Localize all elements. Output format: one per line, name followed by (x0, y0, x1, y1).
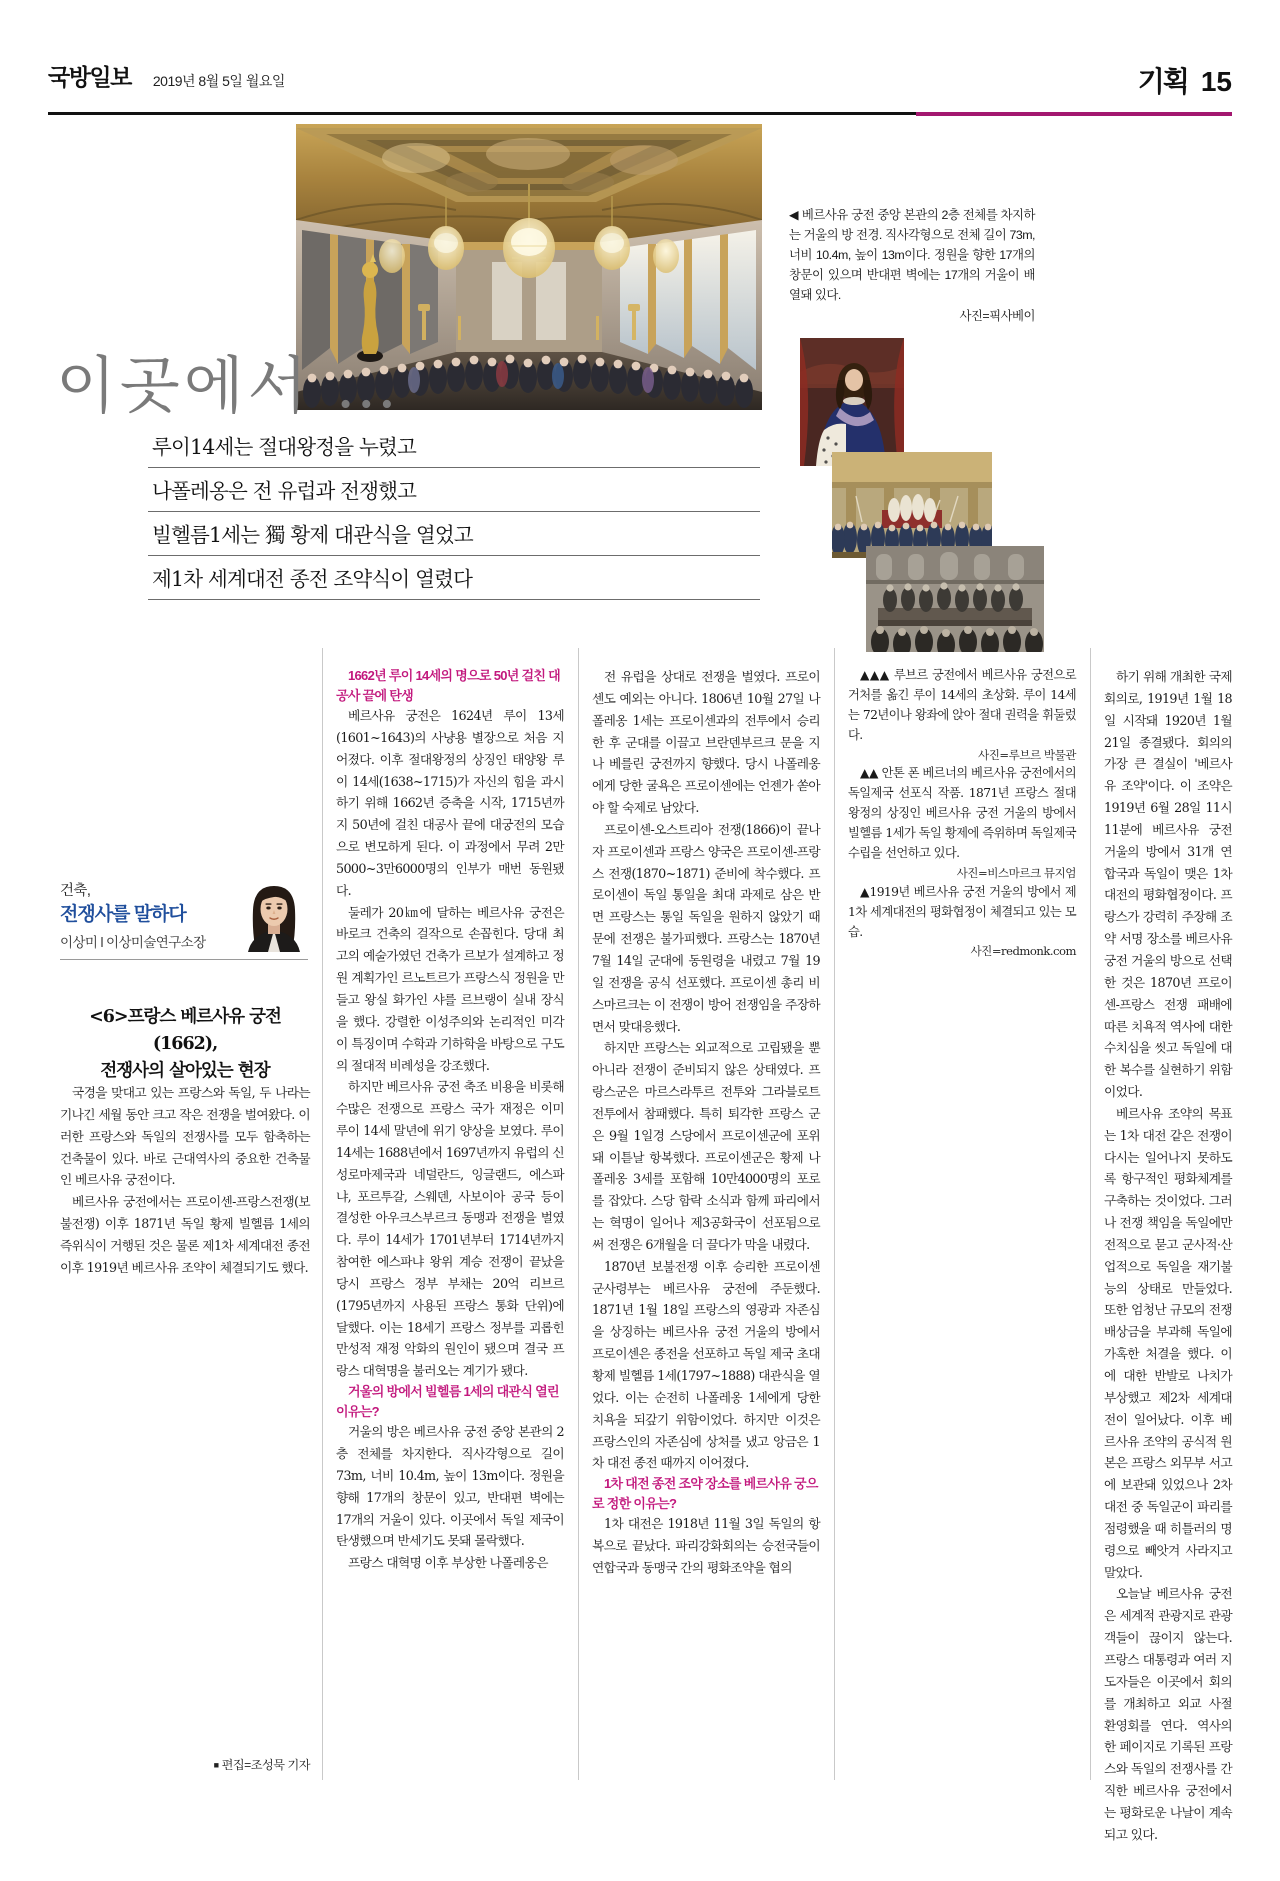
author-name-title: 이상미 l 이상미술연구소장 (60, 935, 206, 951)
header-rule (48, 112, 916, 115)
section-header (1138, 60, 1232, 100)
headline-line: 빌헬름1세는 獨 황제 대관식을 열었고 (148, 512, 760, 556)
paper-title: 국방일보 (48, 64, 131, 90)
photo-note (848, 764, 1076, 882)
masthead (48, 66, 285, 89)
author-box-rule (60, 959, 308, 960)
hero-caption-text: ◀ 베르사유 궁전 중앙 본관의 2층 전체를 차지하는 거울의 방 전경. 직사각형으로 전체 길이 73m, 너비 10.4m, 높이 13m이다. 정원을 향한 17개의 창문이 있으며 반대편 벽에는 17개의 거울이 배열돼 있다. (789, 208, 1035, 303)
hero-caption (789, 205, 1035, 327)
paragraph: 1870년 보불전쟁 이후 승리한 프로이센 군사령부는 베르사유 궁전에 주둔했다. 1871년 1월 18일 프랑스의 영광과 자존심을 상징하는 베르사유 궁전 거울의 방에서 프로이센은 종전을 선포하고 독일 제국 초대 황제 빌헬름 1세(1797~1888) 대관식을 열었다. 이는 순전히 나폴레옹 1세에게 당한 치욕을 되갚기 위함이었다. 하지만 이것은 프랑스인의 자존심에 상처를 냈고 앙금은 1차 대전 종전 때까지 이어졌다. (592, 1258, 820, 1471)
author-series-line2: 전쟁사를 말하다 (60, 903, 186, 925)
paragraph: 국경을 맞대고 있는 프랑스와 독일, 두 나라는 기나긴 세월 동안 크고 작은 전쟁을 벌여왔다. 이러한 프랑스와 독일의 전쟁사를 모두 함축하는 건축물이 있다. 바로 근대역사의 중요한 건축물인 베르사유 궁전이다. (60, 1085, 310, 1188)
author-portrait (240, 880, 308, 952)
headline-line: 제1차 세계대전 종전 조약식이 열렸다 (148, 556, 760, 600)
column-divider (834, 648, 835, 1780)
editor-credit-text: 편집=조성묵 기자 (221, 1758, 310, 1772)
photo-note-text: ▲1919년 베르사유 궁전 거울의 방에서 제1차 세계대전의 평화협정이 체결되고 있는 모습. (848, 884, 1076, 939)
text-column-1 (60, 1082, 310, 1279)
photo-note-text: ▲▲ 안톤 폰 베르너의 베르사유 궁전에서의 독일제국 선포식 작품. 1871년 프랑스 절대왕정의 상징인 베르사유 궁전 거울의 방에서 빌헬름 1세가 독일 황제에 즉위하며 독일제국 수립을 선언하고 있다. (848, 766, 1076, 861)
paragraph: 베르사유 조약의 목표는 1차 대전 같은 전쟁이 다시는 일어나지 못하도록 항구적인 평화체계를 구축하는 것이었다. 그러나 전쟁 책임을 독일에만 전적으로 묻고 군사적·산업적으로 독일을 재기불능의 상태로 만들었다. 또한 엄청난 규모의 전쟁배상금을 부과해 독일에 가혹한 처결을 했다. 이에 대한 반발로 나치가 부상했고 제2차 세계대전이 일어났다. 이후 베르사유 조약의 공식적 원본은 프랑스 외무부 서고에 보관돼 있었으나 2차 대전 중 독일군이 파리를 점령했을 때 히틀러의 명령으로 빼앗겨 사라지고 말았다. (1104, 1105, 1232, 1580)
article-series-title (60, 1004, 310, 1085)
column-divider (578, 648, 579, 1780)
photo-note-text: ▲▲▲ 루브르 궁전에서 베르사유 궁전으로 거처를 옮긴 루이 14세의 초상화. 루이 14세는 72년이나 왕좌에 앉아 절대 권력을 휘둘렀다. (848, 668, 1076, 742)
thumbnail-louis-xiv-portrait (800, 338, 904, 466)
square-bullet-icon: ■ (213, 1760, 219, 1770)
thumbnail-german-empire-proclamation (832, 452, 992, 558)
column-divider (322, 648, 323, 1780)
paragraph: 베르사유 궁전은 1624년 루이 13세(1601~1643)의 사냥용 별장으로 처음 지어졌다. 이후 절대왕정의 상징인 태양왕 루이 14세(1638~1715)가 자신의 힘을 과시하기 위해 1662년 증축을 시작, 1715년까지 50년에 걸친 대공사 끝에 대궁전의 모습으로 변모하게 된다. 이 과정에서 무려 2만5000~3만6000명의 인부가 매번 동원됐다. (336, 708, 564, 898)
paragraph: 거울의 방은 베르사유 궁전 중앙 본관의 2층 전체를 차지한다. 직사각형으로 길이 73m, 너비 10.4m, 높이 13m이다. 정원을 향해 17개의 창문이 있고, 반대편 벽에는 17개의 거울이 있다. 이곳에서 독일 제국이 탄생했으며 반세기도 못돼 몰락했다. (336, 1424, 564, 1549)
paragraph: 전 유럽을 상대로 전쟁을 벌였다. 프로이센도 예외는 아니다. 1806년 10월 27일 나폴레옹 1세는 프로이센과의 전투에서 승리한 후 군대를 이끌고 브란덴부르크 문을 지나 베를린 궁전까지 향했다. 당시 나폴레옹에게 당한 굴욕은 프로이센에는 언젠가 쏟아야 할 숙제로 남았다. (592, 669, 820, 816)
header-accent-rule (916, 112, 1232, 116)
photo-note (848, 666, 1076, 764)
text-column-2 (336, 666, 564, 1574)
paragraph: 둘레가 20㎞에 달하는 베르사유 궁전은 바로크 건축의 걸작으로 손꼽힌다. 당대 최고의 예술가였던 건축가 르보가 설계하고 정원 계획가인 르노트르가 프랑스식 정원을 만들고 왕실 화가인 샤를 르브랭이 실내 장식을 했다. 강렬한 이성주의와 논리적인 미각이 특징이며 수학과 기하학을 바탕으로 구도의 절대적 비례성을 강조했다. (336, 904, 564, 1073)
subheading: 1662년 루이 14세의 명으로 50년 걸친 대공사 끝에 탄생 (336, 668, 561, 703)
paragraph: 하지만 프랑스는 외교적으로 고립됐을 뿐 아니라 전쟁이 준비되지 않은 상태였다. 프랑스군은 마르스라투르 전투와 그라블로트 전투에서 참패했다. 특히 퇴각한 프랑스 군은 9월 1일경 스당에서 프로이센군에 포위돼 이튿날 항복했다. 프로이센군은 황제 나폴레옹 3세를 포함해 10만4000명의 포로를 잡았다. 스당 함락 소식과 함께 파리에서는 혁명이 일어나 제3공화국이 선포됨으로써 전쟁은 6개월을 더 끌다가 막을 내렸다. (592, 1040, 820, 1252)
subheading: 1차 대전 종전 조약 장소를 베르사유 궁으로 정한 이유는? (592, 1476, 818, 1511)
treaty-signing-photo-illustration (866, 546, 1044, 652)
column-divider (1090, 648, 1091, 1780)
paragraph: 베르사유 궁전에서는 프로이센-프랑스전쟁(보불전쟁) 이후 1871년 독일 황제 빌헬름 1세의 즉위식이 거행된 것은 물론 제1차 세계대전 종전 이후 1919년 베르사유 조약이 체결되기도 했다. (60, 1194, 310, 1275)
author-avatar-illustration (240, 880, 308, 952)
louis-xiv-portrait-illustration (800, 338, 904, 466)
headline-list (148, 424, 760, 600)
headline-line: 루이14세는 절대왕정을 누렸고 (148, 424, 760, 468)
paragraph: 하기 위해 개최한 국제회의로, 1919년 1월 18일 시작돼 1920년 1월 21일 종결됐다. 회의의 가장 큰 결실이 '베르사유 조약'이다. 이 조약은 1919년 6월 28일 11시11분에 베르사유 궁전 거울의 방에서 31개 연합국과 독일이 맺은 1차 대전의 평화협정이다. 프랑스가 강력히 주장해 조약 서명 장소를 베르사유 궁전 거울의 방으로 선택한 것은 1870년 프로이센-프랑스 전쟁 패배에 따른 치욕적 역사에 대한 수치심을 씻고 독일에 대한 복수를 실현하기 위함이었다. (1104, 669, 1232, 1100)
text-column-3 (592, 666, 820, 1579)
publication-date: 2019년 8월 5일 월요일 (152, 73, 285, 89)
subheading: 거울의 방에서 빌헬름 1세의 대관식 열린 이유는? (336, 1384, 559, 1419)
thumbnail-versailles-treaty-signing (866, 546, 1044, 652)
author-series-line1: 건축, (60, 883, 91, 899)
paragraph: 오늘날 베르사유 궁전은 세계적 관광지로 관광객들이 끊이지 않는다. 프랑스 대통령과 여러 지도자들은 이곳에서 회의를 개최하고 외교 사절 환영회를 연다. 역사의 한 페이지로 기록된 프랑스와 독일의 전쟁사를 간직한 베르사유 궁전에서는 평화로운 나날이 계속되고 있다. (1104, 1586, 1232, 1842)
paragraph: 프랑스 대혁명 이후 부상한 나폴레옹은 (348, 1555, 548, 1571)
headline-line: 나폴레옹은 전 유럽과 전쟁했고 (148, 468, 760, 512)
paragraph: 프로이센-오스트리아 전쟁(1866)이 끝나자 프로이센과 프랑스 양국은 프로이센-프랑스 전쟁(1870~1871) 준비에 착수했다. 프로이센이 독일 통일을 최대 과제로 삼은 반면 프랑스는 통일 독일을 원하지 않았기 때문에 전쟁은 불가피했다. 프랑스는 1870년 7월 14일 군대에 동원령을 내렸고 7월 19일 전쟁을 공식 선포했다. 프로이센 총리 비스마르크는 이 전쟁이 방어 전쟁임을 주장하면서 맞대응했다. (592, 821, 820, 1034)
paragraph: 하지만 베르사유 궁전 축조 비용을 비롯해 수많은 전쟁으로 프랑스 국가 재정은 이미 루이 14세 말년에 위기 양상을 보였다. 루이 14세는 1688년에서 1697년까지 유럽의 신성로마제국과 네덜란드, 잉글랜드, 에스파냐, 포르투갈, 스웨덴, 사보이아 공국 등이 결성한 아우크스부르크 동맹과 전쟁을 벌였다. 루이 14세가 1701년부터 1714년까지 참여한 에스파냐 왕위 계승 전쟁이 끝났을 당시 프랑스 정부 부채는 20억 리브르(1795년까지 사용된 프랑스 통화 단위)에 달했다. 이는 18세기 프랑스 정부를 괴롭힌 만성적 재정 악화의 원인이 됐으며 결국 프랑스 대혁명을 불러오는 계기가 됐다. (336, 1079, 564, 1379)
photo-note (848, 883, 1076, 962)
hero-caption-credit: 사진=픽사베이 (959, 309, 1035, 324)
series-title-line2: 전쟁사의 살아있는 현장 (100, 1061, 270, 1082)
proclamation-painting-illustration (832, 452, 992, 558)
editor-credit (60, 1756, 310, 1773)
text-column-5 (1104, 666, 1232, 1846)
series-title-line1: <6>프랑스 베르사유 궁전(1662), (89, 1007, 281, 1055)
photo-note-credit: 사진=비스마르크 뮤지엄 (956, 865, 1076, 880)
page-number: 15 (1200, 66, 1232, 97)
section-name: 기획 (1137, 66, 1188, 97)
photo-note-credit: 사진=redmonk.com (970, 944, 1076, 959)
photo-note-credit: 사진=루브르 박물관 (978, 747, 1076, 762)
author-box (60, 880, 308, 960)
calligraphy-title: 이곳에서 … (56, 349, 402, 422)
paragraph: 1차 대전은 1918년 11월 3일 독일의 항복으로 끝났다. 파리강화회의는 승전국들이 연합국과 동맹국 간의 평화조약을 협의 (592, 1516, 820, 1575)
text-column-4 (848, 666, 1076, 961)
